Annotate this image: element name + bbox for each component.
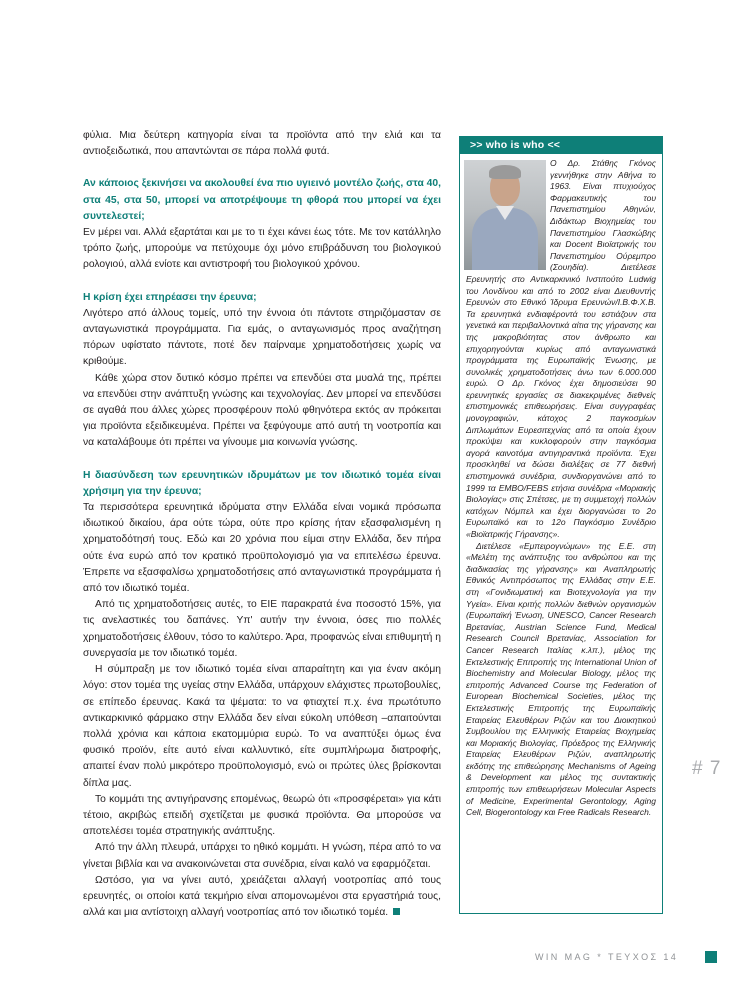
- bio-paragraph: Ο Δρ. Στάθης Γκόνος γεννήθηκε στην Αθήνα το 1963. Είναι πτυχιούχος Φαρμακευτικής του Πανεπιστημίου Αθηνών, Διδάκτωρ Βιοχημείας του Πανεπιστημίου Γλασκώβης και Docent Βιοϊατρικής του Πανεπιστημίου Ούρεμπρο (Σουηδία). Διετέλεσε Ερευνητής στο Αντικαρκινικό Ινστιτούτο Ludwig του Λονδίνου και από το 2002 είναι Διευθυντής Ερευνών στο Εθνικό Ίδρυμα Ερευνών/Ι.Β.Φ.Χ.Β. Τα ερευνητικά ενδιαφέροντά του εστιάζουν στα γενετικά και περιβαλλοντικά αίτια της γήρανσης και της μακροβιότητας στον άνθρωπο και επιχορηγούνται κυρίως από ανταγωνιστικά προγράμματα της Ευρωπαϊκής Ένωσης, με συνολικές χρηματοδοτήσεις άνω των 6.000.000 ευρώ. Ο Δρ. Γκόνος έχει δημοσιεύσει 90 ερευνητικές εργασίες σε διακεκριμένες διεθνείς επιστημονικές επιθεωρήσεις. Είναι συγγραφέας μονογραφιών, κάτοχος 2 παγκοσμίων Διπλωμάτων Ευρεσιτεχνίας από τα οποία έχουν προκύψει και κυκλοφορούν στην παγκόσμια αγορά καινοτόμα αντιγηραντικά προϊόντα. Έχει προσκληθεί να δώσει διαλέξεις σε 77 διεθνή επιστημονικά συνέδρια, συνδιοργανώνει από το 1999 τα EMBO/FEBS ετήσια συνέδρια «Μοριακής Βιολογίας» στις Σπέτσες, με τη συμμετοχή πολλών κατόχων Νόμπελ και έχει διοργανώσει το 2ο Ευρωπαϊκό και το 12ο Παγκόσμιο Συνέδριο «Βιοϊατρικής Γήρανσης».: [466, 158, 656, 539]
- bio-paragraph: Διετέλεσε «Εμπειρογνώμων» της Ε.Ε. στη «Μελέτη της ανάπτυξης του ανθρώπου και της διαδικασίας της γήρανσης» και Αναπληρωτής Εθνικός Αντιπρόσωπος της Ελλάδας στην Ε.Ε. στη «Γονιδιωματική και Βιοτεχνολογία για την Υγεία». Είναι κριτής πολλών διεθνών οργανισμών (Ευρωπαϊκή Ένωση, UNESCO, Cancer Research Βρετανίας, Austrian Science Fund, Medical Research Council Βρετανίας, Association for Cancer Research Ιταλίας κ.λπ.), μέλος της Εκτελεστικής Επιτροπής της International Union of Biochemistry and Molecular Biology, μέλος της επιτροπής Advanced Course της Federation of European Biochemical Societies, μέλος της Εκτελεστικής Επιτροπής της Ευρωπαϊκής Εταιρείας Ελευθέρων Ριζών και του Διοικητικού Συμβουλίου της Ελληνικής Εταιρείας Βιοχημείας και Μοριακής Βιολογίας, Πρόεδρος της Ελληνικής Εταιρείας Ελευθέρων Ριζών, αναπληρωτής εκδότης της επιθεώρησης Mechanisms of Ageing & Development και μέλος της συντακτικής επιτροπής των επιθεωρήσεων Molecular Aspects of Medicine, Experimental Gerontology, Aging Cell, Biogerontology και Free Radicals Research.: [466, 540, 656, 818]
- question-heading: Η κρίση έχει επηρέασει την έρευνα;: [83, 291, 257, 303]
- page-marker: # 7: [692, 758, 722, 779]
- paragraph: φύλια. Μια δεύτερη κατηγορία είναι τα προϊόντα από την ελιά και τα αντιοξειδωτικά, που απαντώνται σε πάρα πολλά φυτά.: [83, 130, 441, 158]
- who-is-who-box: [459, 136, 663, 914]
- paragraph: Το κομμάτι της αντιγήρανσης επομένως, θεωρώ ότι «προσφέρεται» για κάτι τέτοιο, ακριβώς επειδή σχετίζεται με φυσικά προϊόντα. Θα μπορούσε να αποτελέσει τομέα στρατηγικής ανάπτυξης.: [83, 793, 441, 838]
- who-is-who-body: [460, 154, 662, 819]
- footer-square-icon: [705, 951, 717, 963]
- paragraph: Τα περισσότερα ερευνητικά ιδρύματα στην Ελλάδα είναι νομικά πρόσωπα ιδιωτικού δικαίου, άρα ούτε τώρα, ούτε προ κρίσης ήταν εξασφαλισμένη η χρηματοδότησή τους. Εδώ και 20 χρόνια που είμαι στην Ελλάδα, δεν πήρα ούτε ένα ευρώ από τον κρατικό προϋπολογισμό για να επιτελέσω έρευνα. Έπρεπε να εξασφαλίσω χρηματοδοτήσεις από ανταγωνιστικά προγράμματα ή από τον ιδιωτικό τομέα.: [83, 502, 441, 595]
- paragraph: Η σύμπραξη με τον ιδιωτικό τομέα είναι απαραίτητη και για έναν ακόμη λόγο: στον τομέα της υγείας στην Ελλάδα, υπάρχουν ελάχιστες πρωτοβουλίες, σε επίπεδο έρευνας. Κακά τα ψέματα: το να φτιαχτεί π.χ. ένα πρωτότυπο αντικαρκινικό φάρμακο στην Ελλάδα δεν είναι εύκολη υπόθεση –απαιτούνται πολλά χρόνια και κάποια εκατομμύρια ευρώ. Το να αναπτύξει όμως ένα φυσικό προϊόν, είτε αυτό είναι καλλυντικό, είτε συμπλήρωμα διατροφής, απαιτεί έναν πολύ μικρότερο προϋπολογισμό, ενώ οι πρώτες ύλες βρίσκονται δίπλα μας.: [83, 664, 441, 789]
- paragraph-last: [83, 873, 441, 922]
- end-mark-icon: [393, 908, 400, 915]
- paragraph: Από την άλλη πλευρά, υπάρχει το ηθικό κομμάτι. Η γνώση, πέρα από το να γίνεται βιβλία και να ανακοινώνεται στα συνέδρια, είναι καλό να εφαρμόζεται.: [83, 842, 441, 870]
- paragraph: Κάθε χώρα στον δυτικό κόσμο πρέπει να επενδύει στα μυαλά της, πρέπει να επενδύει στην ανάπτυξη γνώσης και τεχνολογίας. Δεν μπορεί να επενδύσει σε αγαθά που άλλες χώρες προσφέρουν πολύ φθηνότερα εκτός αν πρόκειται για προϊόντα εξειδικευμένα. Πρέπει να ξεφύγουμε από αυτή τη νοοτροπία και να καταλάβουμε ότι πρέπει να γίνουμε μια κοινωνία γνώσης.: [83, 372, 441, 449]
- question-heading: Η διασύνδεση των ερευνητικών ιδρυμάτων με τον ιδιωτικό τομέα είναι χρήσιμη για την έρευνα;: [83, 469, 441, 497]
- paragraph-text: Ωστόσο, για να γίνει αυτό, χρειάζεται αλλαγή νοοτροπίας από τους ερευνητές, οι οποίοι κατά τεκμήριο είναι απομονωμένοι στα εργαστήριά τους, αλλά και μια αντίστοιχη αλλαγή νοοτροπίας από τον ιδιωτικό τομέα.: [83, 874, 441, 919]
- paragraph: Λιγότερο από άλλους τομείς, υπό την έννοια ότι πάντοτε στηριζόμασταν σε ανταγωνιστικά προγράμματα. Για εμάς, ο ανταγωνισμός προς αναζήτηση πόρων υφίσταto πάντοτε, ποτέ δεν παίρναμε χρηματοδοτήσεις χωρίς να κριθούμε.: [83, 307, 441, 368]
- question-heading: Αν κάποιος ξεκινήσει να ακολουθεί ένα πιο υγιεινό μοντέλο ζωής, στα 40, στα 45, στα 50, μπορεί να αποτρέψουμε τη φθορά που μπορεί να έχει συντελεστεί;: [83, 178, 441, 222]
- portrait-photo: [464, 160, 546, 270]
- article-column: [83, 128, 441, 921]
- paragraph: Εν μέρει ναι. Αλλά εξαρτάται και με το τι έχει κάνει έως τότε. Με τον κατάλληλο τρόπο ζωής, μπορούμε να πετύχουμε όχι μόνο επιβράδυνση του βιολογικού ρολογιού, αλλά ενίοτε και αντιστροφή του βιολογικού χρόνου.: [83, 227, 441, 271]
- footer-issue: WIN MAG * ΤΕΥΧΟΣ 14: [535, 952, 679, 962]
- who-is-who-header: >> who is who <<: [460, 137, 662, 154]
- paragraph: Από τις χρηματοδοτήσεις αυτές, το ΕΙΕ παρακρατά ένα ποσοστό 15%, για τις ανελαστικές του δαπάνες. Υπ' αυτήν την έννοια, όσες πιο πολλές χρηματοδοτήσεις έλθουν, τόσο το καλύτερο. Άρα, προφανώς είναι επιθυμητή η συνεργασία με τον ιδιωτικό τομέα.: [83, 599, 441, 659]
